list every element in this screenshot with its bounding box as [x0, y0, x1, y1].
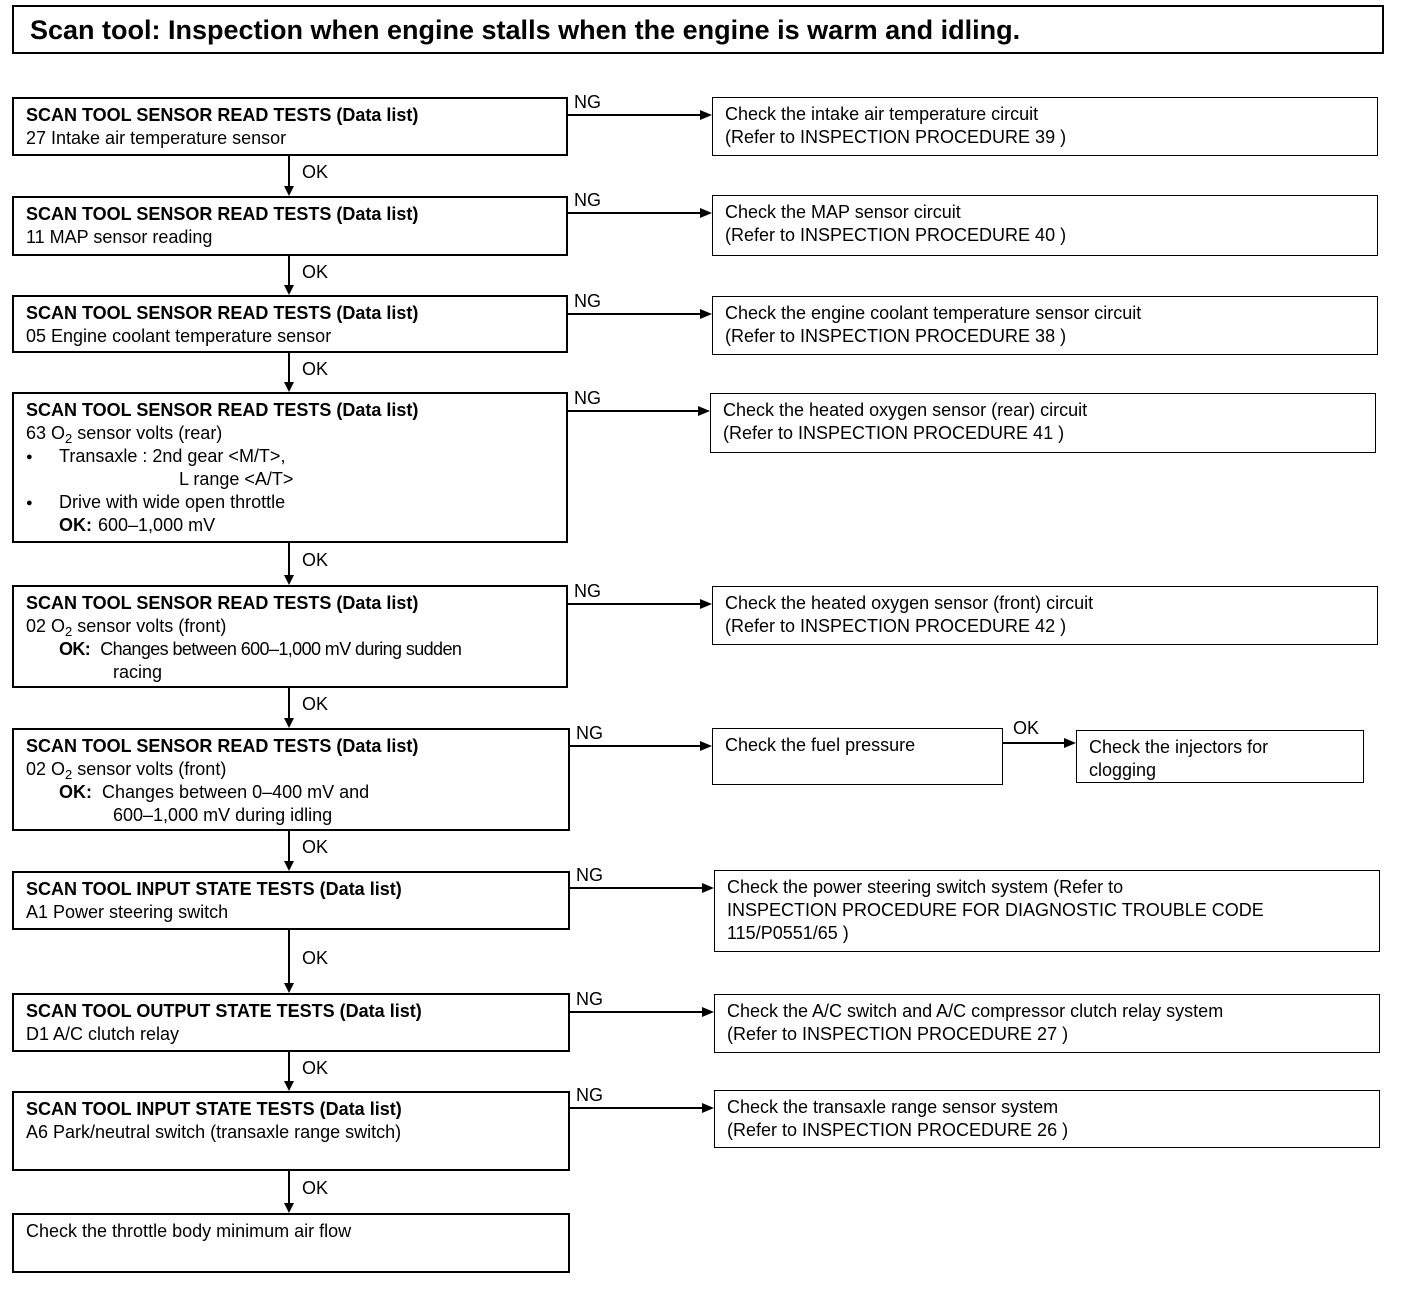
ng-action-text: (Refer to INSPECTION PROCEDURE 26 ) [727, 1120, 1069, 1140]
arrowhead-icon [700, 309, 712, 319]
ok-criteria [26, 514, 554, 537]
arrowhead-icon [284, 983, 294, 993]
ok-criteria [26, 781, 556, 804]
step-heading: SCAN TOOL SENSOR READ TESTS (Data list) [26, 105, 419, 125]
step-item [26, 615, 554, 638]
ng-action-box[interactable] [714, 870, 1380, 952]
ng-action-box[interactable] [710, 393, 1376, 453]
ok-arrow-line [1003, 742, 1064, 744]
ok-label: OK [1013, 718, 1040, 738]
step-heading: SCAN TOOL INPUT STATE TESTS (Data list) [26, 879, 402, 899]
subscript: 2 [65, 431, 73, 446]
step-heading: SCAN TOOL INPUT STATE TESTS (Data list) [26, 1099, 402, 1119]
check-step-box[interactable] [12, 728, 570, 831]
ng-action-box[interactable] [714, 1090, 1380, 1148]
ok-criteria-value: racing [113, 662, 163, 682]
step-item [26, 758, 556, 781]
subscript: 2 [65, 767, 73, 782]
check-step-box[interactable] [12, 295, 568, 353]
step-heading: SCAN TOOL SENSOR READ TESTS (Data list) [26, 204, 419, 224]
arrowhead-icon [284, 382, 294, 392]
ng-label: NG [574, 190, 601, 210]
subscript: 2 [65, 624, 73, 639]
ng-arrow-line [570, 887, 702, 889]
ng-action-box[interactable] [712, 728, 1003, 785]
ng-action-text: Check the A/C switch and A/C compressor clutch relay system [727, 1001, 1224, 1021]
ng-action-text: Check the fuel pressure [725, 735, 916, 755]
arrowhead-icon [284, 186, 294, 196]
ng-action-text: (Refer to INSPECTION PROCEDURE 38 ) [725, 326, 1067, 346]
ng-label: NG [576, 865, 603, 885]
ng-action-text: Check the transaxle range sensor system [727, 1097, 1059, 1117]
step-item: 27 Intake air temperature sensor [26, 128, 287, 148]
ng-action-box[interactable] [712, 97, 1378, 156]
step-item: 11 MAP sensor reading [26, 227, 213, 247]
ok-criteria [26, 661, 554, 684]
ng-action-text: Check the heated oxygen sensor (rear) circuit [723, 400, 1088, 420]
arrowhead-icon [700, 599, 712, 609]
step-item-text: sensor volts (front) [72, 759, 227, 779]
ng-action-text: (Refer to INSPECTION PROCEDURE 39 ) [725, 127, 1067, 147]
step-heading: SCAN TOOL SENSOR READ TESTS (Data list) [26, 736, 419, 756]
check-step-box[interactable] [12, 97, 568, 156]
ng-next-action-box[interactable] [1076, 730, 1364, 783]
step-item: D1 A/C clutch relay [26, 1024, 180, 1044]
diagram-title: Scan tool: Inspection when engine stalls when the engine is warm and idling. [12, 5, 1384, 54]
ok-arrow-line [288, 256, 290, 286]
ok-label: OK [302, 261, 329, 282]
ok-label: OK [302, 1178, 329, 1198]
ok-arrow-line [288, 930, 290, 984]
ok-criteria-value: Changes between 600–1,000 mV during sudden [100, 639, 462, 659]
ok-arrow-line [288, 688, 290, 719]
step-item: A6 Park/neutral switch (transaxle range switch) [26, 1122, 402, 1142]
ok-label: OK [302, 550, 329, 570]
step-item-text: 63 O [26, 423, 66, 443]
ng-action-text: Check the injectors for [1089, 737, 1269, 757]
ng-arrow-line [568, 410, 698, 412]
arrowhead-icon [700, 741, 712, 751]
ok-criteria-label: OK: [59, 639, 91, 659]
ng-arrow-line [568, 603, 700, 605]
ok-arrow-line [288, 1052, 290, 1082]
ok-criteria-value: 600–1,000 mV [98, 515, 216, 535]
ng-arrow-line [568, 114, 700, 116]
arrowhead-icon [702, 883, 714, 893]
step-heading: SCAN TOOL SENSOR READ TESTS (Data list) [26, 593, 419, 613]
ok-criteria-label: OK: [59, 515, 92, 535]
ng-label: NG [574, 388, 601, 408]
ng-action-text: (Refer to INSPECTION PROCEDURE 40 ) [725, 225, 1067, 245]
arrowhead-icon [284, 1203, 294, 1213]
ng-label: NG [574, 291, 601, 311]
arrowhead-icon [702, 1007, 714, 1017]
arrowhead-icon [702, 1103, 714, 1113]
ng-arrow-line [570, 1107, 702, 1109]
ng-action-text: (Refer to INSPECTION PROCEDURE 42 ) [725, 616, 1067, 636]
check-step-box[interactable] [12, 1091, 570, 1171]
ng-label: NG [576, 723, 603, 743]
ng-action-box[interactable] [712, 296, 1378, 355]
step-item-text: 02 O [26, 759, 66, 779]
arrowhead-icon [700, 208, 712, 218]
step-item-text: sensor volts (front) [72, 616, 227, 636]
step-item-text: 02 O [26, 616, 66, 636]
ng-action-text: Check the power steering switch system (Refer to [727, 877, 1124, 897]
ok-criteria-label: OK: [59, 782, 92, 802]
ng-action-box[interactable] [714, 994, 1380, 1053]
ng-label: NG [574, 581, 601, 601]
ok-arrow-line [288, 1171, 290, 1204]
ng-action-text: Check the engine coolant temperature sensor circuit [725, 303, 1142, 323]
ng-action-text: 115/P0551/65 ) [727, 923, 849, 943]
check-step-box[interactable] [12, 993, 570, 1052]
step-heading: SCAN TOOL OUTPUT STATE TESTS (Data list) [26, 1001, 422, 1021]
arrowhead-icon [284, 575, 294, 585]
arrowhead-icon [284, 285, 294, 295]
ng-label: NG [574, 92, 601, 112]
ok-arrow-line [288, 543, 290, 576]
final-step-text: Check the throttle body minimum air flow [26, 1221, 352, 1241]
arrowhead-icon [284, 718, 294, 728]
ok-criteria [26, 638, 554, 661]
step-item: 05 Engine coolant temperature sensor [26, 326, 332, 346]
ng-action-text: (Refer to INSPECTION PROCEDURE 27 ) [727, 1024, 1069, 1044]
ng-label: NG [576, 1085, 603, 1105]
ng-action-text: INSPECTION PROCEDURE FOR DIAGNOSTIC TROUBLE CODE [727, 900, 1264, 920]
arrowhead-icon [284, 861, 294, 871]
final-step-box[interactable] [12, 1213, 570, 1273]
ok-arrow-line [288, 831, 290, 862]
step-item [26, 422, 554, 445]
condition-bullet: ● Drive with wide open throttle [26, 491, 554, 514]
ok-criteria-value: Changes between 0–400 mV and [102, 782, 370, 802]
ok-arrow-line [288, 353, 290, 383]
ok-label: OK [302, 358, 329, 379]
ng-action-box[interactable] [712, 195, 1378, 256]
ng-label: NG [576, 989, 603, 1009]
ng-arrow-line [570, 745, 700, 747]
ok-label: OK [302, 162, 329, 182]
ng-action-text: clogging [1089, 760, 1157, 780]
arrowhead-icon [284, 1081, 294, 1091]
step-heading: SCAN TOOL SENSOR READ TESTS (Data list) [26, 303, 419, 323]
ng-arrow-line [568, 212, 700, 214]
arrowhead-icon [698, 406, 710, 416]
ok-label: OK [302, 837, 329, 857]
step-heading: SCAN TOOL SENSOR READ TESTS (Data list) [26, 400, 419, 420]
ok-criteria [26, 804, 556, 827]
step-item: A1 Power steering switch [26, 902, 229, 922]
check-step-box[interactable] [12, 196, 568, 256]
ng-action-text: Check the MAP sensor circuit [725, 202, 961, 222]
check-step-box[interactable] [12, 585, 568, 688]
arrowhead-icon [700, 110, 712, 120]
ng-action-text: (Refer to INSPECTION PROCEDURE 41 ) [723, 423, 1065, 443]
ng-action-text: Check the heated oxygen sensor (front) circuit [725, 593, 1094, 613]
condition-bullet: L range <A/T> [179, 469, 294, 489]
check-step-box[interactable] [12, 871, 570, 930]
ng-action-box[interactable] [712, 586, 1378, 645]
ok-criteria-value: 600–1,000 mV during idling [113, 805, 333, 825]
ok-label: OK [302, 694, 329, 714]
condition-bullet: ● Transaxle : 2nd gear <M/T>, [26, 445, 554, 468]
ok-arrow-line [288, 156, 290, 187]
ok-label: OK [302, 1057, 329, 1078]
ok-label: OK [302, 947, 329, 968]
ng-action-text: Check the intake air temperature circuit [725, 104, 1039, 124]
check-step-box[interactable] [12, 392, 568, 543]
arrowhead-icon [1064, 738, 1076, 748]
ng-arrow-line [570, 1011, 702, 1013]
step-item-text: sensor volts (rear) [72, 423, 223, 443]
ng-arrow-line [568, 313, 700, 315]
